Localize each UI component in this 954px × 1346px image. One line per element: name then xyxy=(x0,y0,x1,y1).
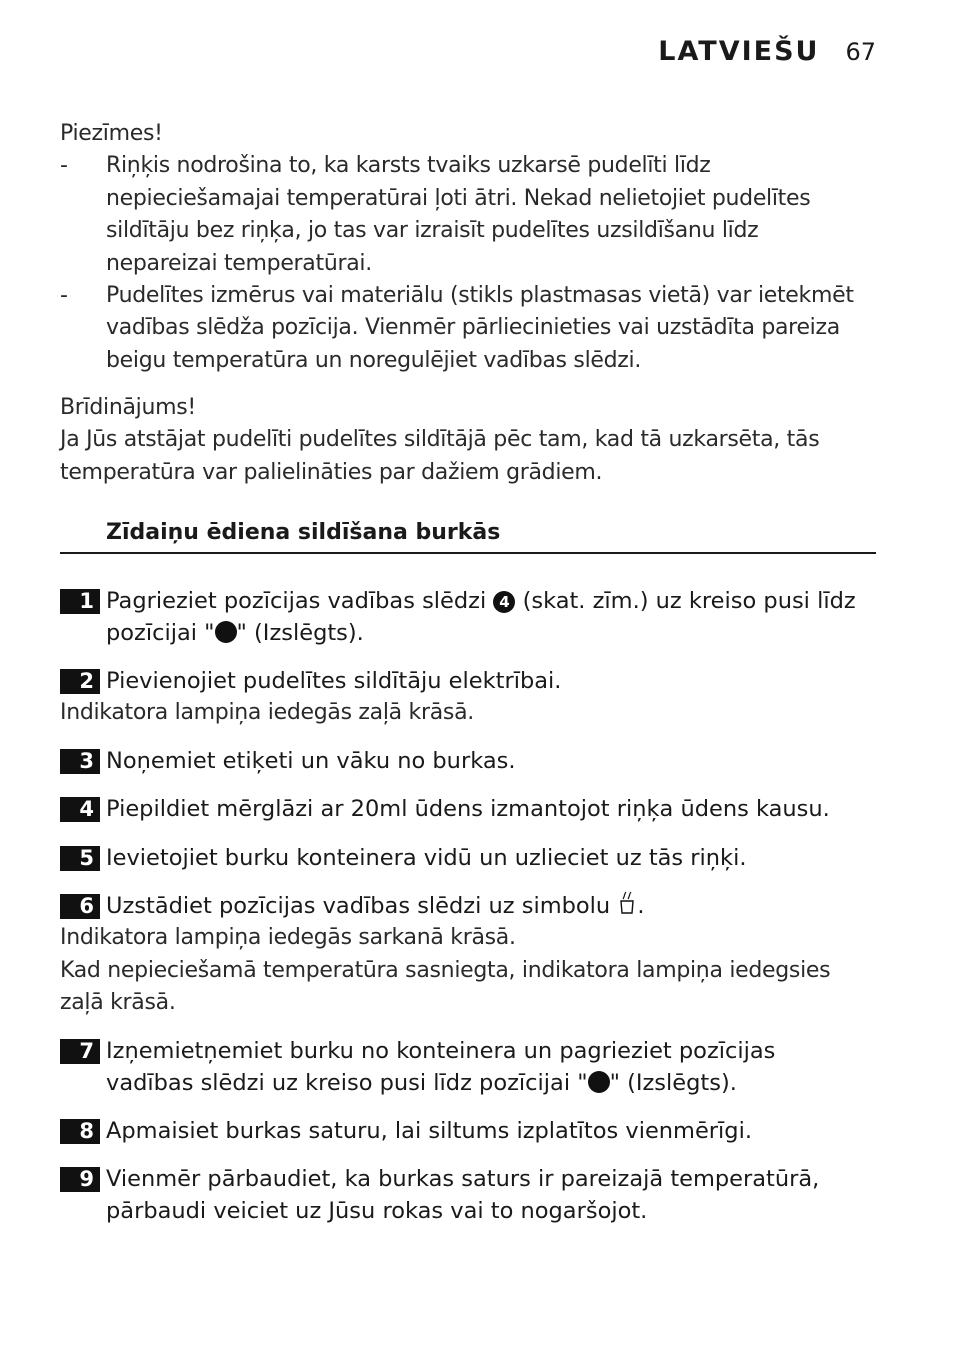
step-text-end: . xyxy=(637,893,645,919)
warning-block xyxy=(60,392,876,489)
note-line: sildītāju bez riņķa, jo tas var izraisīt pudelītes uzsildīšanu līdz xyxy=(106,218,759,244)
step-text: Ievietojiet burku konteinera vidū un uzlieciet uz tās riņķi. xyxy=(106,845,747,871)
filled-circle-icon xyxy=(215,621,237,643)
step-note: Indikatora lampiņa iedegās zaļā krāsā. xyxy=(60,700,474,726)
step-4 xyxy=(60,793,876,825)
bullet-dash: - xyxy=(60,153,68,179)
step-text: (skat. zīm.) uz kreiso pusi līdz xyxy=(522,588,856,614)
step-6 xyxy=(60,890,876,1020)
step-text: pārbaudi veiciet uz Jūsu rokas vai to nogaršojot. xyxy=(106,1198,648,1225)
step-text: Pagrieziet pozīcijas vadības slēdzi xyxy=(106,588,487,614)
step-number: 8 xyxy=(60,1119,100,1144)
step-text: vadības slēdzi uz kreiso pusi līdz pozīcijai " xyxy=(106,1070,588,1097)
circled-number-icon: 4 xyxy=(493,591,515,613)
note-line: nepieciešamajai temperatūrai ļoti ātri. Nekad nelietojiet pudelītes xyxy=(106,185,811,211)
bullet-dash: - xyxy=(60,283,68,309)
step-number: 3 xyxy=(60,749,100,774)
step-number: 4 xyxy=(60,797,100,822)
page-number: 67 xyxy=(845,38,876,66)
step-number: 9 xyxy=(60,1167,100,1192)
step-text: Uzstādiet pozīcijas vadības slēdzi uz simbolu xyxy=(106,893,611,919)
step-note: zaļā krāsā. xyxy=(60,990,176,1016)
step-text: Apmaisiet burkas saturu, lai siltums izplatītos vienmērīgi. xyxy=(106,1118,752,1144)
step-number: 1 xyxy=(60,589,100,614)
step-note: Kad nepieciešamā temperatūra sasniegta, indikatora lampiņa iedegsies xyxy=(60,957,831,983)
note-line: nepareizai temperatūrai. xyxy=(106,250,372,276)
step-text: " (Izslēgts). xyxy=(609,1070,737,1097)
note-line: beigu temperatūra un noregulējiet vadības slēdzi. xyxy=(106,347,642,373)
filled-circle-icon xyxy=(588,1071,610,1093)
step-text: Piepildiet mērglāzi ar 20ml ūdens izmantojot riņķa ūdens kausu. xyxy=(106,796,830,822)
step-9 xyxy=(60,1163,876,1228)
step-number: 6 xyxy=(60,894,100,919)
warning-line: temperatūra var palielināties par dažiem grādiem. xyxy=(60,459,603,485)
step-8 xyxy=(60,1115,876,1147)
note-item-1 xyxy=(60,150,876,280)
step-5 xyxy=(60,842,876,874)
warning-line: Ja Jūs atstājat pudelīti pudelītes sildītājā pēc tam, kad tā uzkarsēta, tās xyxy=(60,427,820,453)
notes-block xyxy=(60,118,876,377)
step-note: Indikatora lampiņa iedegās sarkanā krāsā. xyxy=(60,925,516,951)
language-label: LATVIEŠU xyxy=(658,36,820,67)
step-7 xyxy=(60,1035,876,1100)
jar-icon xyxy=(617,891,637,915)
step-text: " (Izslēgts). xyxy=(236,620,364,647)
step-text: Pievienojiet pudelītes sildītāju elektrībai. xyxy=(106,668,562,694)
step-text: pozīcijai " xyxy=(106,620,215,647)
step-text: Izņemietņemiet burku no konteinera un pagrieziet pozīcijas xyxy=(106,1038,776,1064)
step-text: Vienmēr pārbaudiet, ka burkas saturs ir pareizajā temperatūrā, xyxy=(106,1166,820,1192)
step-text: Noņemiet etiķeti un vāku no burkas. xyxy=(106,748,516,774)
note-line: Pudelītes izmērus vai materiālu (stikls plastmasas vietā) var ietekmēt xyxy=(106,283,854,309)
step-number: 2 xyxy=(60,669,100,694)
step-number: 5 xyxy=(60,846,100,871)
section-heading-text: Zīdaiņu ēdiena sildīšana burkās xyxy=(106,520,501,545)
step-1 xyxy=(60,585,876,650)
page-header xyxy=(658,36,876,67)
step-number: 7 xyxy=(60,1039,100,1064)
notes-title: Piezīmes! xyxy=(60,121,163,146)
step-2 xyxy=(60,665,876,730)
section-heading xyxy=(60,520,876,554)
note-line: Riņķis nodrošina to, ka karsts tvaiks uzkarsē pudelīti līdz xyxy=(106,153,711,179)
note-item-2 xyxy=(60,280,876,377)
step-3 xyxy=(60,745,876,777)
note-line: vadības slēdža pozīcija. Vienmēr pārliecinieties vai uzstādīta pareiza xyxy=(106,315,840,341)
warning-title: Brīdinājums! xyxy=(60,395,196,420)
